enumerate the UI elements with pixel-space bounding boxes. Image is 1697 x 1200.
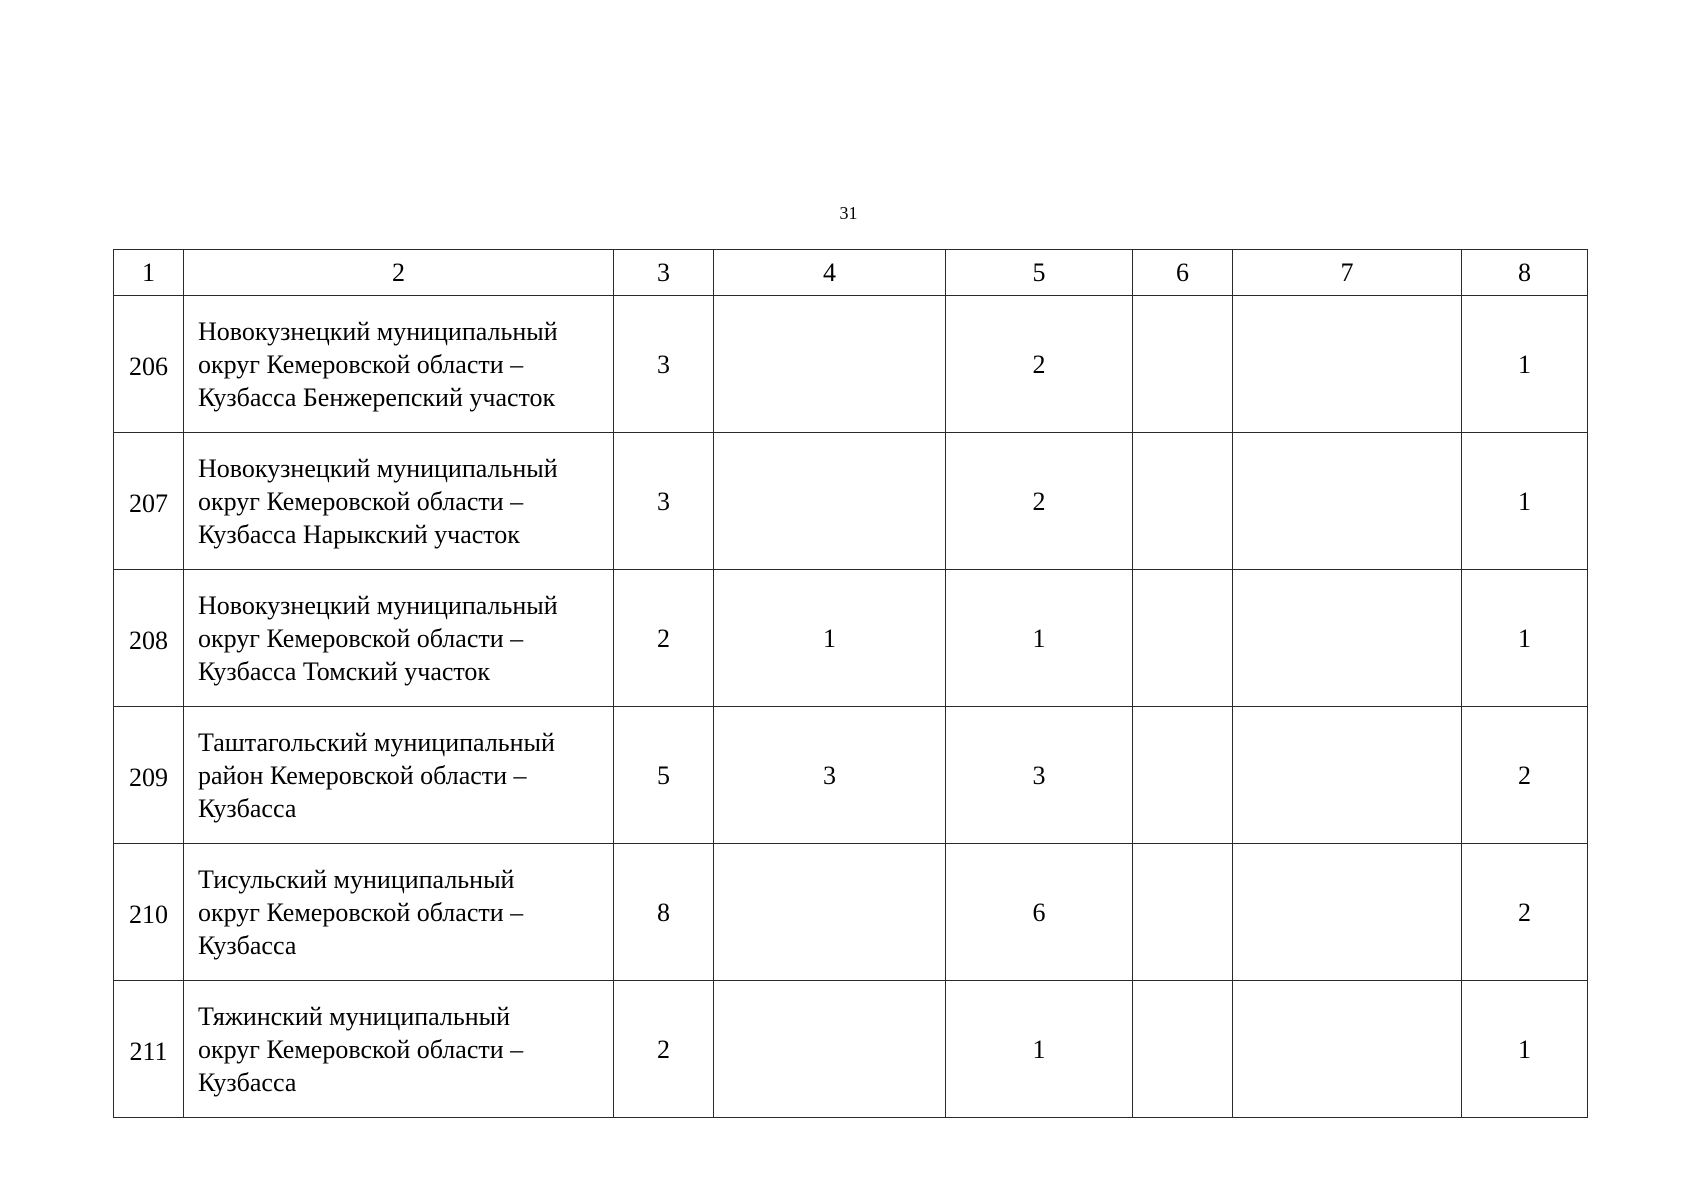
value-cell xyxy=(714,844,946,981)
value-cell xyxy=(1133,981,1233,1118)
value-cell: 1 xyxy=(714,570,946,707)
column-header: 6 xyxy=(1133,250,1233,296)
value-cell xyxy=(1233,707,1462,844)
row-number-cell: 208 xyxy=(114,570,184,707)
value-cell: 2 xyxy=(946,433,1133,570)
municipality-name-cell: Новокузнецкий муниципальный округ Кемеровской области – Кузбасса Бенжерепский участок xyxy=(184,296,614,433)
value-cell xyxy=(1133,707,1233,844)
table-row xyxy=(114,433,1588,570)
table-header-row xyxy=(114,250,1588,296)
column-header: 5 xyxy=(946,250,1133,296)
value-cell xyxy=(1133,844,1233,981)
value-cell xyxy=(1233,296,1462,433)
column-header: 8 xyxy=(1462,250,1588,296)
value-cell xyxy=(1233,433,1462,570)
table-row xyxy=(114,707,1588,844)
value-cell xyxy=(1233,570,1462,707)
column-header: 3 xyxy=(614,250,714,296)
value-cell: 1 xyxy=(946,981,1133,1118)
value-cell: 1 xyxy=(1462,433,1588,570)
value-cell xyxy=(1233,981,1462,1118)
value-cell xyxy=(1133,570,1233,707)
value-cell: 2 xyxy=(1462,844,1588,981)
row-number-cell: 211 xyxy=(114,981,184,1118)
value-cell xyxy=(714,433,946,570)
value-cell: 1 xyxy=(1462,570,1588,707)
municipality-name-cell: Новокузнецкий муниципальный округ Кемеровской области – Кузбасса Нарыкский участок xyxy=(184,433,614,570)
row-number-cell: 206 xyxy=(114,296,184,433)
value-cell: 2 xyxy=(1462,707,1588,844)
column-header: 1 xyxy=(114,250,184,296)
value-cell: 2 xyxy=(614,570,714,707)
value-cell xyxy=(1133,433,1233,570)
table-row xyxy=(114,570,1588,707)
value-cell: 1 xyxy=(1462,981,1588,1118)
value-cell xyxy=(1133,296,1233,433)
table-row xyxy=(114,844,1588,981)
value-cell xyxy=(714,296,946,433)
value-cell xyxy=(714,981,946,1118)
value-cell: 3 xyxy=(614,296,714,433)
row-number-cell: 210 xyxy=(114,844,184,981)
value-cell: 2 xyxy=(946,296,1133,433)
data-table xyxy=(113,249,1588,1118)
column-header: 4 xyxy=(714,250,946,296)
value-cell: 2 xyxy=(614,981,714,1118)
column-header: 7 xyxy=(1233,250,1462,296)
row-number-cell: 209 xyxy=(114,707,184,844)
row-number-cell: 207 xyxy=(114,433,184,570)
table-row xyxy=(114,981,1588,1118)
value-cell: 8 xyxy=(614,844,714,981)
municipality-name-cell: Новокузнецкий муниципальный округ Кемеровской области – Кузбасса Томский участок xyxy=(184,570,614,707)
value-cell: 6 xyxy=(946,844,1133,981)
value-cell: 1 xyxy=(946,570,1133,707)
municipality-name-cell: Таштагольский муниципальный район Кемеровской области – Кузбасса xyxy=(184,707,614,844)
value-cell: 3 xyxy=(946,707,1133,844)
value-cell: 3 xyxy=(714,707,946,844)
table-row xyxy=(114,296,1588,433)
value-cell: 3 xyxy=(614,433,714,570)
value-cell xyxy=(1233,844,1462,981)
municipality-name-cell: Тяжинский муниципальный округ Кемеровской области – Кузбасса xyxy=(184,981,614,1118)
value-cell: 5 xyxy=(614,707,714,844)
page-number: 31 xyxy=(839,203,858,223)
column-header: 2 xyxy=(184,250,614,296)
municipality-name-cell: Тисульский муниципальный округ Кемеровской области – Кузбасса xyxy=(184,844,614,981)
value-cell: 1 xyxy=(1462,296,1588,433)
